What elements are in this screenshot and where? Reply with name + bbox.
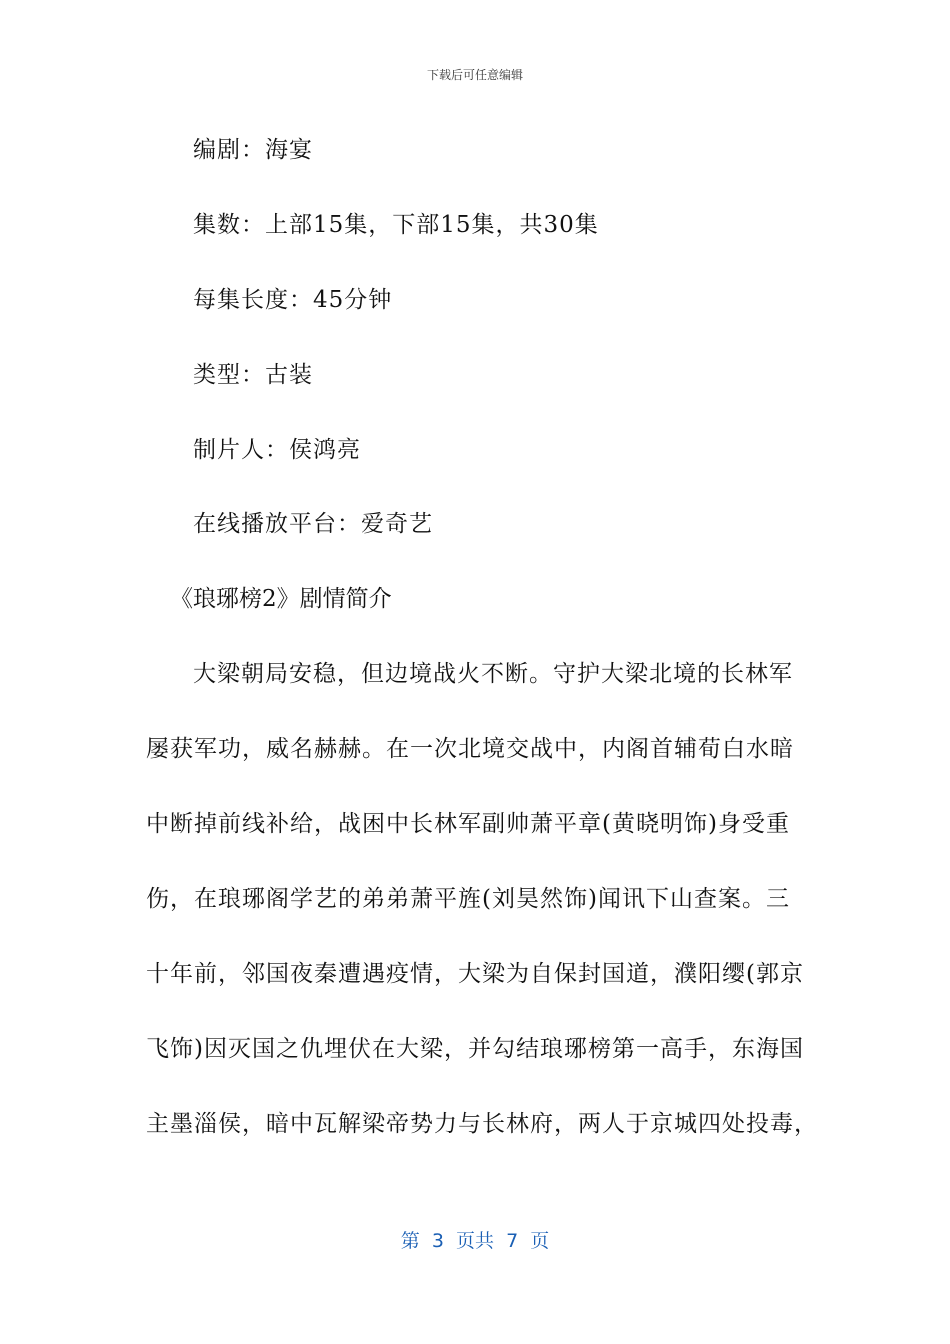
synopsis-line: 十年前，邻国夜秦遭遇疫情，大梁为自保封国道，濮阳缨(郭京 bbox=[146, 961, 804, 987]
synopsis-line: 大梁朝局安稳，但边境战火不断。守护大梁北境的长林军 bbox=[193, 661, 793, 687]
platform-line: 在线播放平台：爱奇艺 bbox=[193, 511, 433, 537]
producer-line: 制片人：侯鸿亮 bbox=[193, 437, 361, 463]
synopsis-line: 伤，在琅琊阁学艺的弟弟萧平旌(刘昊然饰)闻讯下山查案。三 bbox=[146, 886, 790, 912]
synopsis-title: 《琅琊榜2》剧情简介 bbox=[170, 586, 392, 612]
synopsis-line: 飞饰)因灭国之仇埋伏在大梁，并勾结琅琊榜第一高手，东海国 bbox=[146, 1036, 804, 1062]
synopsis-line: 中断掉前线补给，战困中长林军副帅萧平章(黄晓明饰)身受重 bbox=[146, 811, 790, 837]
genre-line: 类型：古装 bbox=[193, 362, 313, 388]
writer-line: 编剧：海宴 bbox=[193, 137, 313, 163]
episodes-line: 集数：上部15集，下部15集，共30集 bbox=[193, 212, 599, 238]
synopsis-line: 屡获军功，威名赫赫。在一次北境交战中，内阁首辅荀白水暗 bbox=[146, 736, 794, 762]
page-header: 下载后可任意编辑 bbox=[426, 68, 523, 82]
synopsis-line: 主墨淄侯，暗中瓦解梁帝势力与长林府，两人于京城四处投毒， bbox=[146, 1111, 818, 1137]
episode-length-line: 每集长度：45分钟 bbox=[193, 287, 393, 313]
page-number-footer: 第 3 页共 7 页 bbox=[400, 1230, 550, 1252]
